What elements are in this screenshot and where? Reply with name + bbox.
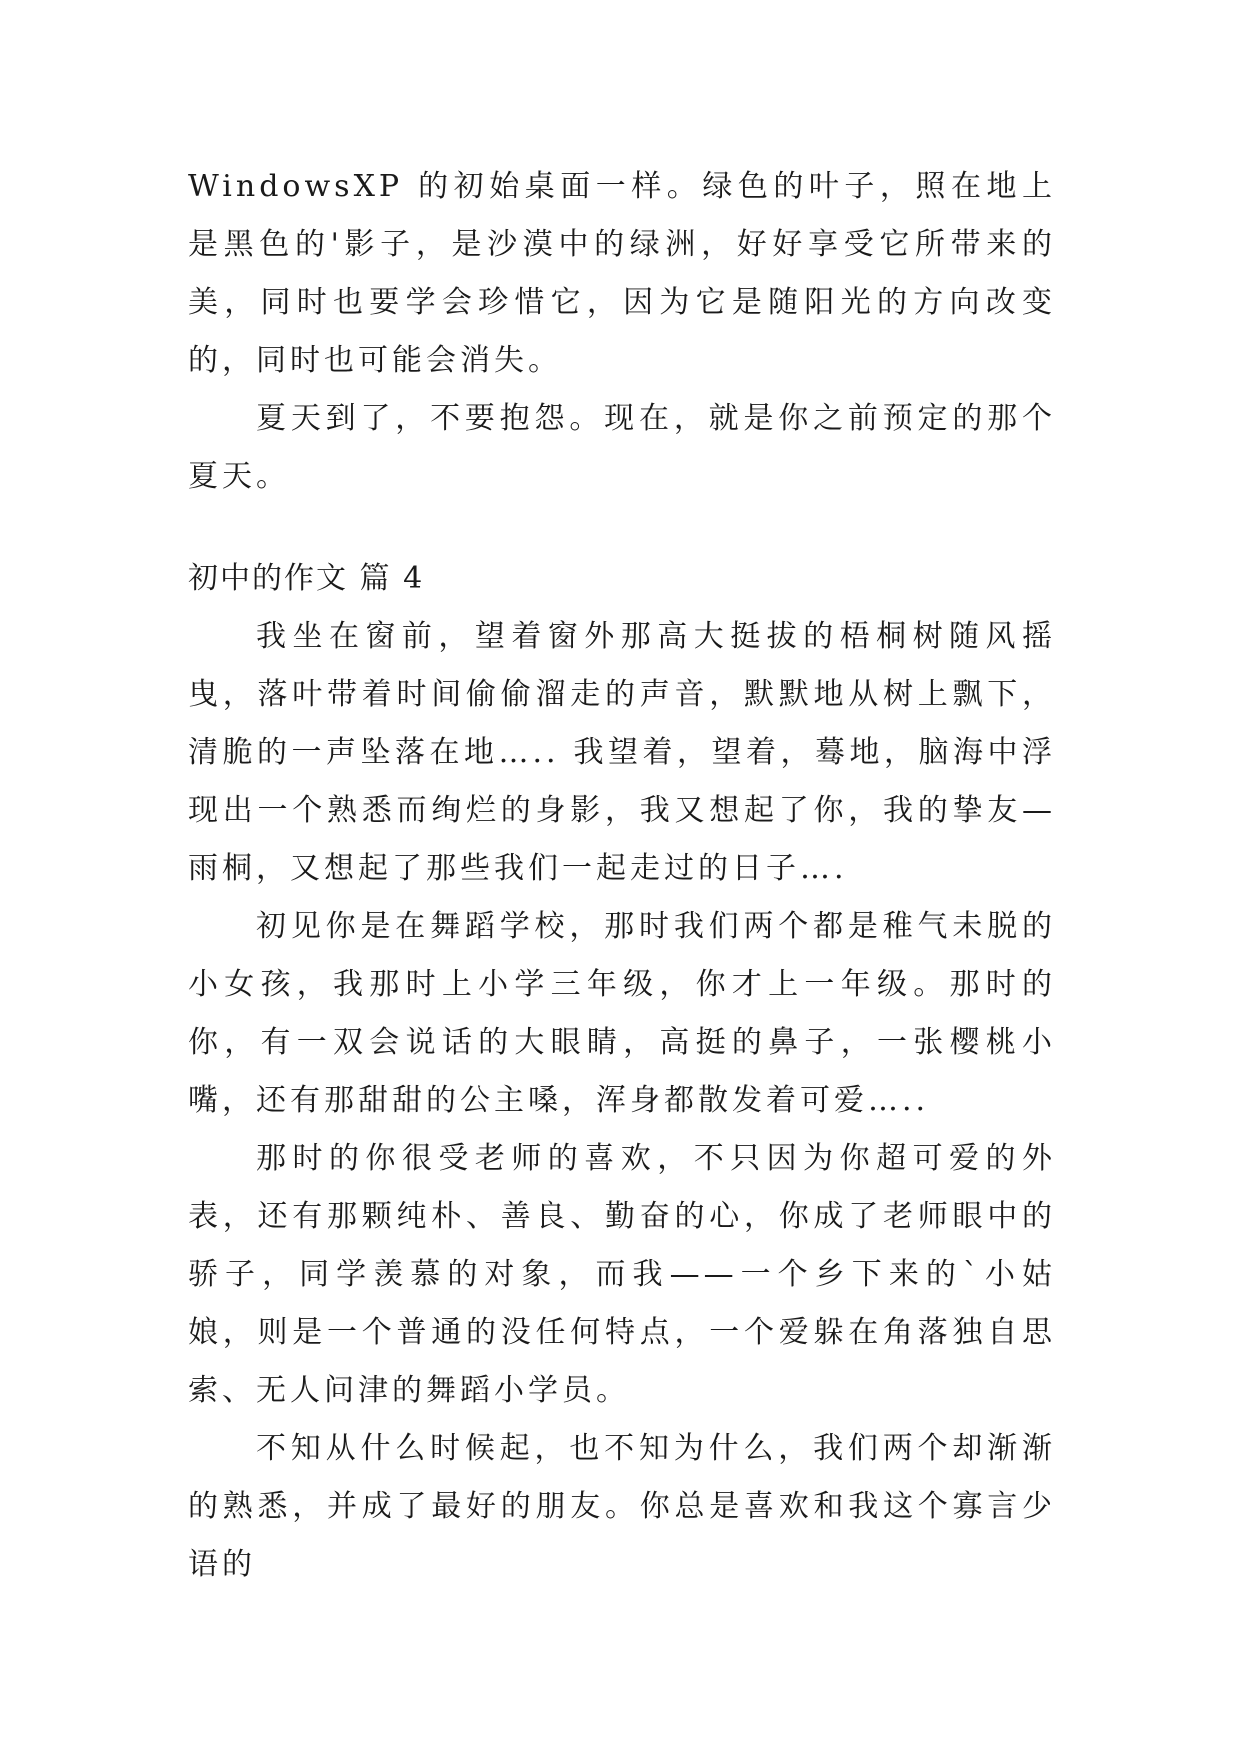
paragraph-teacher: 那时的你很受老师的喜欢，不只因为你超可爱的外表，还有那颗纯朴、善良、勤奋的心，你成了老师眼中的骄子，同学羡慕的对象，而我——一个乡下来的`小姑娘，则是一个普通的没任何特点，一个爱躲在角落独自思索、无人问津的舞蹈小学员。 — [188, 1141, 1056, 1408]
paragraph-friendship: 不知从什么时候起，也不知为什么，我们两个却渐渐的熟悉，并成了最好的朋友。你总是喜欢和我这个寡言少语的 — [188, 1431, 1056, 1582]
section-title: 初中的作文 篇 4 — [188, 561, 425, 596]
document-body — [188, 158, 1056, 1594]
paragraph-continuation: WindowsXP 的初始桌面一样。绿色的叶子，照在地上是黑色的'影子，是沙漠中的绿洲，好好享受它所带来的美，同时也要学会珍惜它，因为它是随阳光的方向改变的，同时也可能会消失。 — [188, 169, 1056, 378]
paragraph-window: 我坐在窗前，望着窗外那高大挺拔的梧桐树随风摇曳，落叶带着时间偷偷溜走的声音，默默地从树上飘下，清脆的一声坠落在地….. 我望着，望着，蓦地，脑海中浮现出一个熟悉而绚烂的身影，我又想起了你，我的挚友—雨桐，又想起了那些我们一起走过的日子…. — [188, 619, 1056, 886]
section-gap — [188, 506, 1056, 550]
paragraph-first-meet: 初见你是在舞蹈学校，那时我们两个都是稚气未脱的小女孩，我那时上小学三年级，你才上一年级。那时的你，有一双会说话的大眼睛，高挺的鼻子，一张樱桃小嘴，还有那甜甜的公主嗓，浑身都散发着可爱….. — [188, 909, 1056, 1118]
paragraph-summer: 夏天到了，不要抱怨。现在，就是你之前预定的那个夏天。 — [188, 401, 1056, 494]
